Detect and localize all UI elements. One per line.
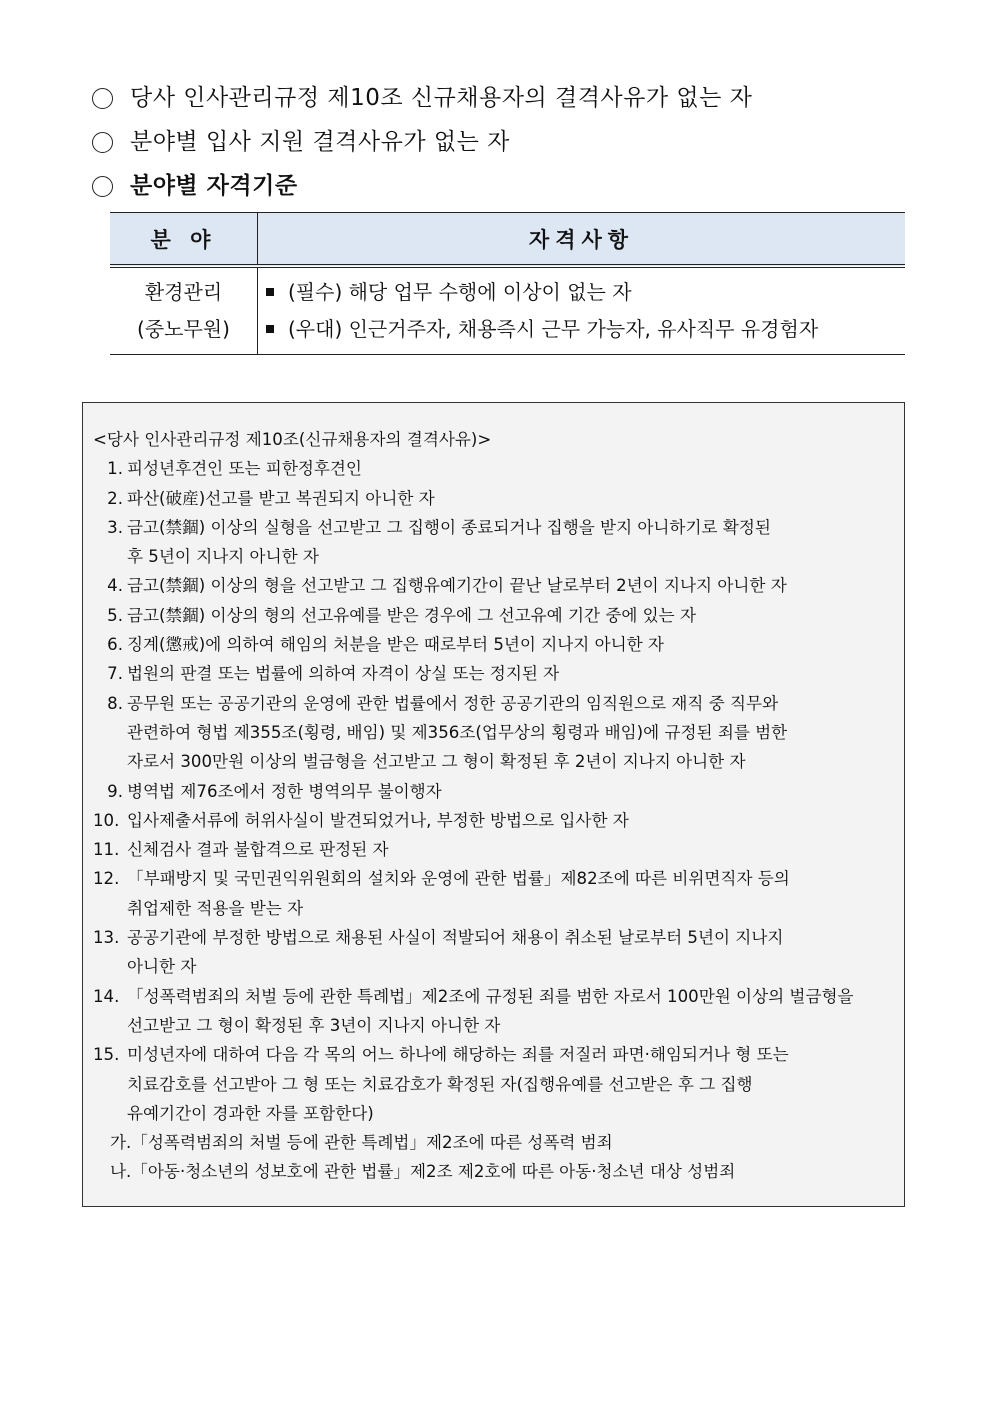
- regulation-item-line: 금고(禁錮) 이상의 형을 선고받고 그 집행유예기간이 끝난 날로부터 2년이 지나지 아니한 자: [127, 576, 787, 596]
- regulation-item-line: 병역법 제76조에서 정한 병역의무 불이행자: [127, 781, 442, 801]
- regulation-item-line: 신체검사 결과 불합격으로 판정된 자: [127, 840, 389, 860]
- regulation-item-text: [123, 864, 790, 923]
- regulation-item-number: 4.: [107, 576, 123, 596]
- regulation-item-number: 15.: [93, 1045, 120, 1065]
- regulation-item-text: [123, 923, 783, 982]
- regulation-item: [93, 513, 904, 572]
- regulation-item-line: 금고(禁錮) 이상의 실형을 선고받고 그 집행이 종료되거나 집행을 받지 아니하기로 확정된: [127, 517, 771, 537]
- circle-bullet-icon: [92, 88, 113, 109]
- regulation-item-line: 「부패방지 및 국민권익위원회의 설치와 운영에 관한 법률」제82조에 따른 비위면직자 등의: [127, 869, 790, 889]
- regulation-item-text: [123, 777, 442, 806]
- regulation-item-number: 6.: [107, 635, 123, 655]
- regulation-item-number: 13.: [93, 928, 120, 948]
- regulation-item-number: 10.: [93, 810, 120, 830]
- qualification-table: [110, 212, 905, 355]
- bullet-text: 분야별 자격기준: [130, 173, 298, 199]
- header-qualification: 자격사항: [258, 213, 906, 267]
- regulation-list: [93, 454, 904, 1128]
- regulation-item-number: 14.: [93, 986, 120, 1006]
- table-header-row: [110, 213, 905, 267]
- bullet-item: [92, 164, 912, 208]
- circle-bullet-icon: [92, 176, 113, 197]
- regulation-item: [93, 923, 904, 982]
- table-row: [110, 266, 905, 355]
- regulation-item-text: [123, 454, 362, 483]
- regulation-item-line: 법원의 판결 또는 법률에 의하여 자격이 상실 또는 정지된 자: [127, 664, 560, 684]
- regulation-item-text: [123, 571, 787, 600]
- regulation-item-line: 아니한 자: [127, 957, 197, 977]
- regulation-item-text: [123, 689, 787, 777]
- regulation-item-line: 관련하여 형법 제355조(횡령, 배임) 및 제356조(업무상의 횡령과 배임)에 규정된 죄를 범한: [127, 722, 788, 742]
- regulation-item: [93, 689, 904, 777]
- regulation-item: [93, 806, 904, 835]
- bullet-item: [92, 120, 912, 164]
- requirement-bullets: [92, 76, 912, 208]
- regulation-item: [93, 601, 904, 630]
- regulation-item-line: 금고(禁錮) 이상의 형의 선고유예를 받은 경우에 그 선고유예 기간 중에 있는 자: [127, 605, 697, 625]
- regulation-item-number: 1.: [107, 459, 123, 479]
- regulation-item-line: 공무원 또는 공공기관의 운영에 관한 법률에서 정한 공공기관의 임직원으로 재직 중 직무와: [127, 693, 779, 713]
- regulation-item-number: 9.: [107, 781, 123, 801]
- regulation-item-text: [123, 484, 435, 513]
- regulation-item-line: 피성년후견인 또는 피한정후견인: [127, 459, 362, 479]
- regulation-box: [82, 402, 905, 1207]
- regulation-item-line: 「성폭력범죄의 처벌 등에 관한 특례법」제2조에 규정된 죄를 범한 자로서 100만원 이상의 벌금형을: [127, 986, 854, 1006]
- regulation-item: [93, 571, 904, 600]
- field-name: 환경관리: [144, 280, 223, 304]
- regulation-item-line: 치료감호를 선고받아 그 형 또는 치료감호가 확정된 자(집행유예를 선고받은 후 그 집행: [127, 1074, 753, 1094]
- qualification-item: (필수) 해당 업무 수행에 이상이 없는 자: [266, 274, 905, 311]
- regulation-item-number: 3.: [107, 517, 123, 537]
- regulation-subitem: 가.「성폭력범죄의 처벌 등에 관한 특례법」제2조에 따른 성폭력 범죄: [110, 1133, 613, 1153]
- regulation-item-number: 5.: [107, 605, 123, 625]
- regulation-item: [93, 659, 904, 688]
- regulation-item-line: 후 5년이 지나지 아니한 자: [127, 547, 319, 567]
- regulation-item-text: [123, 513, 771, 572]
- regulation-item-line: 취업제한 적용을 받는 자: [127, 898, 304, 918]
- regulation-item: [93, 777, 904, 806]
- regulation-item-text: [123, 982, 854, 1041]
- regulation-item-number: 2.: [107, 488, 123, 508]
- square-bullet-icon: [266, 288, 274, 296]
- bullet-text: 당사 인사관리규정 제10조 신규채용자의 결격사유가 없는 자: [130, 85, 753, 111]
- circle-bullet-icon: [92, 132, 113, 153]
- qualification-item: (우대) 인근거주자, 채용즉시 근무 가능자, 유사직무 유경험자: [266, 311, 905, 348]
- regulation-item-line: 징계(懲戒)에 의하여 해임의 처분을 받은 때로부터 5년이 지나지 아니한 자: [127, 635, 664, 655]
- regulation-item-text: [123, 601, 696, 630]
- regulation-item-line: 선고받고 그 형이 확정된 후 3년이 지나지 아니한 자: [127, 1015, 501, 1035]
- regulation-item: [93, 454, 904, 483]
- regulation-item-text: [123, 1040, 789, 1128]
- field-subname: (중노무원): [137, 317, 230, 341]
- regulation-item-number: 12.: [93, 869, 120, 889]
- regulation-subitem: 나.「아동·청소년의 성보호에 관한 법률」제2조 제2호에 따른 아동·청소년 대상 성범죄: [110, 1162, 736, 1182]
- regulation-item-number: 8.: [107, 693, 123, 713]
- regulation-item: [93, 864, 904, 923]
- regulation-item-text: [123, 835, 389, 864]
- header-field: 분 야: [110, 213, 258, 267]
- regulation-item-line: 파산(破産)선고를 받고 복권되지 아니한 자: [127, 488, 435, 508]
- qualification-cell: [258, 266, 906, 355]
- regulation-item-line: 유예기간이 경과한 자를 포함한다): [127, 1103, 374, 1123]
- regulation-item: [93, 484, 904, 513]
- regulation-item-line: 미성년자에 대하여 다음 각 목의 어느 하나에 해당하는 죄를 저질러 파면·해임되거나 형 또는: [127, 1045, 789, 1065]
- regulation-item: [93, 982, 904, 1041]
- bullet-item: [92, 76, 912, 120]
- regulation-item-text: [123, 630, 664, 659]
- regulation-item-text: [123, 806, 629, 835]
- regulation-item-line: 자로서 300만원 이상의 벌금형을 선고받고 그 형이 확정된 후 2년이 지나지 아니한 자: [127, 752, 746, 772]
- regulation-item-line: 공공기관에 부정한 방법으로 채용된 사실이 적발되어 채용이 취소된 날로부터 5년이 지나지: [127, 928, 784, 948]
- regulation-item-number: 7.: [107, 664, 123, 684]
- regulation-item-number: 11.: [93, 840, 120, 860]
- regulation-item-line: 입사제출서류에 허위사실이 발견되었거나, 부정한 방법으로 입사한 자: [127, 810, 629, 830]
- regulation-item: [93, 630, 904, 659]
- regulation-item: [93, 1040, 904, 1128]
- regulation-item: [93, 835, 904, 864]
- regulation-title: <당사 인사관리규정 제10조(신규채용자의 결격사유)>: [93, 430, 492, 449]
- square-bullet-icon: [266, 325, 274, 333]
- field-cell: [110, 266, 258, 355]
- regulation-item-text: [123, 659, 559, 688]
- bullet-text: 분야별 입사 지원 결격사유가 없는 자: [130, 129, 510, 155]
